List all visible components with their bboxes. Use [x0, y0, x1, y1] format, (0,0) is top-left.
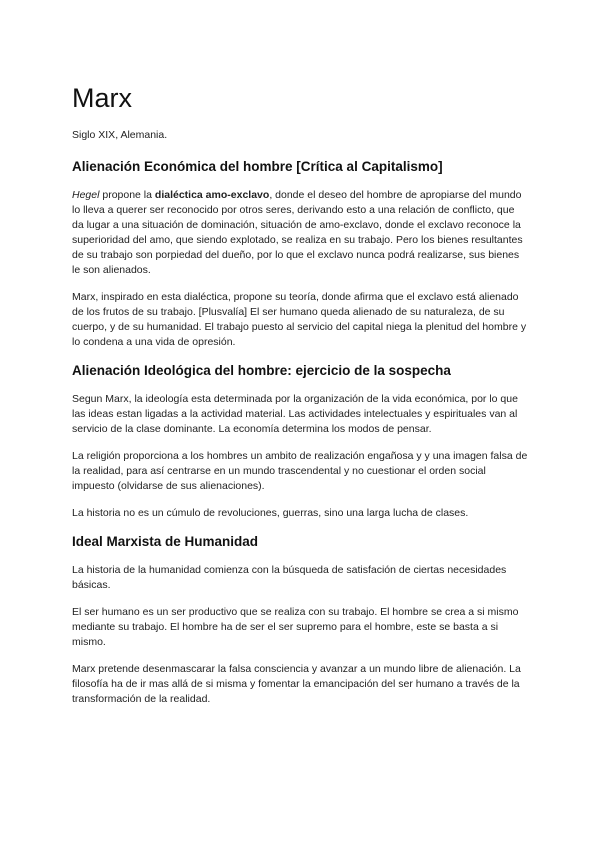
section-heading: Alienación Ideológica del hombre: ejercicio de la sospecha: [72, 363, 451, 378]
section-heading: Alienación Económica del hombre [Crítica al Capitalismo]: [72, 159, 443, 174]
paragraph: La historia no es un cúmulo de revoluciones, guerras, sino una larga lucha de clases.: [72, 507, 469, 519]
italic-name: Hegel: [72, 189, 100, 201]
paragraph: La religión proporciona a los hombres un ambito de realización engañosa y y una imagen falsa de la realidad, para así centrarse en un mundo trascendental y no cuestionar el orden social impuesto (olvidarse de sus alienaciones).: [72, 450, 528, 492]
section-heading: Ideal Marxista de Humanidad: [72, 534, 259, 549]
section-ideological-alienation: [72, 362, 528, 521]
page-subtitle: Siglo XIX, Alemania.: [72, 129, 168, 141]
text-span: propone la: [99, 189, 155, 201]
paragraph: [72, 188, 528, 278]
bold-term: dialéctica amo-exclavo: [154, 189, 270, 201]
page-title: Marx: [72, 83, 132, 113]
text-span: , donde el deseo del hombre de apropiarse del mundo lo lleva a querer ser reconocido por otros seres, derivando esto a una relación de conflicto, que da lugar a una situación de dominación, situación de amo-exclavo, donde el exclavo reconoce la superioridad del amo, que siendo explotado, se realiza en su trabajo. Pero los bienes resultantes de su trabajo son porpiedad del dueño, por lo que el exclavo nunca podrá realizarse, sus bienes le son alienados.: [72, 189, 523, 276]
section-marxist-ideal: [72, 533, 528, 707]
paragraph: El ser humano es un ser productivo que se realiza con su trabajo. El hombre se crea a si mismo mediante su trabajo. El hombre ha de ser el ser supremo para el hombre, este se basta a si mismo.: [72, 606, 519, 648]
paragraph: Segun Marx, la ideología esta determinada por la organización de la vida económica, por lo que las ideas estan ligadas a la actividad material. Las actividades intelectuales y espirituales van al servicio de la clase dominante. La economía determina los modos de pensar.: [72, 393, 518, 435]
paragraph: Marx, inspirado en esta dialéctica, propone su teoría, donde afirma que el exclavo está alienado de los frutos de su trabajo. [Plusvalía] El ser humano queda alienado de su naturaleza, de su cuerpo, y de su humanidad. El trabajo puesto al servicio del capital niega la plenitud del hombre y lo condena a una vida de opresión.: [72, 291, 527, 348]
paragraph: Marx pretende desenmascarar la falsa consciencia y avanzar a un mundo libre de alienación. La filosofía ha de ir mas allá de si misma y fomentar la emancipación del ser humano a través de la transformación de la realidad.: [72, 663, 521, 705]
section-economic-alienation: [72, 158, 528, 350]
paragraph: La historia de la humanidad comienza con la búsqueda de satisfación de ciertas necesidades básicas.: [72, 564, 507, 591]
